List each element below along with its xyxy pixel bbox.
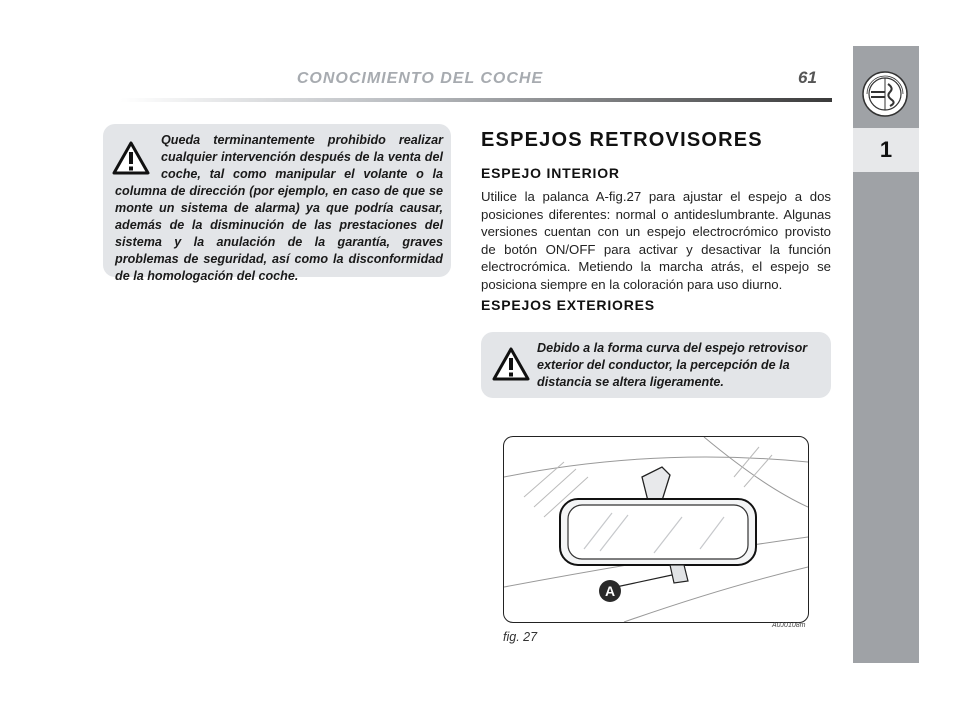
- figure-rearview-mirror: [503, 436, 809, 623]
- page-header-title: CONOCIMIENTO DEL COCHE: [296, 70, 544, 87]
- warning-box-steering: [103, 124, 451, 283]
- page-number: 61: [798, 68, 817, 87]
- exterior-mirror-heading: ESPEJOS EXTERIORES: [481, 297, 655, 313]
- section-title: ESPEJOS RETROVISORES: [481, 129, 763, 151]
- figure-code: A0J0108m: [772, 622, 806, 629]
- warning-text-steering: Queda terminantemente prohibido realizar cualquier intervención después de la venta del coche, tal como manipular el volante o la columna de dirección (por ejemplo, en caso de que se monte un sistema de alarma) ya que podría causar, además de la disminución de las prestaciones del sistema y la anulación de la garantía, graves problemas de seguridad, así como la disconformidad de la homologación del coche.: [115, 133, 443, 283]
- chapter-number-tab[interactable]: 1: [853, 128, 919, 172]
- alfa-romeo-logo-icon: [861, 70, 909, 118]
- interior-mirror-text: Utilice la palanca A-fig.27 para ajustar el espejo a dos posiciones diferentes: normal o antideslumbrante. Algunas versiones cuentan con un espejo electrocrómico provisto de botón ON/OFF para activar y desactivar la función electrocrómica. Metiendo la marcha atrás, el espejo se posiciona siempre en la coloración para uso diurno.: [481, 189, 831, 292]
- header-rule: [120, 98, 832, 102]
- figure-caption: fig. 27: [503, 630, 538, 644]
- warning-text-exterior-mirror: Debido a la forma curva del espejo retrovisor exterior del conductor, la percepción de la distancia se altera ligeramente.: [537, 341, 808, 389]
- warning-triangle-icon: [491, 346, 531, 382]
- warning-box-exterior-mirror: [481, 332, 831, 398]
- rearview-mirror-illustration: [504, 437, 808, 622]
- callout-label-A: A: [604, 583, 616, 599]
- interior-mirror-heading: ESPEJO INTERIOR: [481, 165, 620, 181]
